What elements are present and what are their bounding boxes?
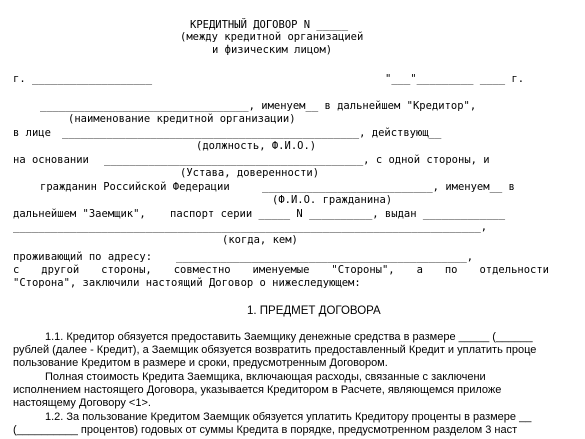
basis-caption: (Устава, доверенности) [180, 167, 320, 179]
borrower-label: дальнейшем "Заемщик", [13, 208, 146, 220]
citizen-label: гражданин Российской Федерации [40, 181, 230, 193]
address-line: ______________________________________________, [176, 251, 474, 263]
city-field: г. ___________________ [13, 73, 153, 85]
in-person-caption: (должность, Ф.И.О.) [196, 140, 317, 152]
paragraph-cost-line1: Полная стоимость Кредита Заемщика, включающая расходы, связанные с заключени [45, 371, 486, 383]
paragraph-1-1-line1: 1.1. Кредитор обязуется предоставить Заемщику денежные средства в размере _____ (______ [45, 331, 533, 343]
issued-by-caption: (когда, кем) [222, 234, 298, 246]
passport-line: паспорт серии _____ N __________, выдан _____________ [170, 208, 506, 220]
issued-by-line: __________________________________________________________________________, [13, 221, 488, 233]
paragraph-1-2-line2: (__________ процентов) годовых от суммы Кредита в порядке, предусмотренном разделом 3 наст [13, 424, 518, 436]
parties-line1: с другой стороны, совместно именуемые "Стороны", а по отдельности [13, 264, 549, 276]
creditor-caption: (наименование кредитной организации) [68, 113, 296, 125]
section-heading: 1. ПРЕДМЕТ ДОГОВОРА [247, 305, 381, 317]
document-subtitle-line1: (между кредитной организацией [180, 31, 364, 43]
citizen-caption: (Ф.И.О. гражданина) [272, 194, 393, 206]
citizen-line: ___________________________, именуем__ в [262, 181, 515, 193]
basis-label: на основании [13, 154, 89, 166]
paragraph-cost-line2: исполнением настоящего Договора, указывается Кредитором в Расчете, являющемся приложе [13, 384, 502, 396]
paragraph-1-2-line1: 1.2. За пользование Кредитом Заемщик обязуется уплатить Кредитору проценты в размере __ [45, 411, 532, 423]
in-person-line: _______________________________________________, действующ__ [62, 127, 442, 139]
creditor-line: _________________________________, именуем__ в дальнейшем "Кредитор", [40, 100, 477, 112]
paragraph-1-1-line2: рублей (далее - Кредит), а Заемщик обязуется возвратить предоставленный Кредит и уплатить проце [13, 344, 537, 356]
paragraph-cost-line3: настоящему Договору <1>. [13, 397, 151, 409]
parties-line2: "Сторона", заключили настоящий Договор о нижеследующем: [13, 277, 361, 289]
date-field: "___"_________ ____ г. [385, 73, 525, 85]
document-subtitle-line2: и физическим лицом) [212, 44, 333, 56]
in-person-label: в лице [13, 127, 51, 139]
document-title: КРЕДИТНЫЙ ДОГОВОР N _____ [190, 19, 349, 31]
paragraph-1-1-line3: пользование Кредитом в размере и сроки, предусмотренным Договором. [13, 357, 388, 369]
address-label: проживающий по адресу: [13, 251, 153, 263]
basis-line: _________________________________________, с одной стороны, и [104, 154, 490, 166]
